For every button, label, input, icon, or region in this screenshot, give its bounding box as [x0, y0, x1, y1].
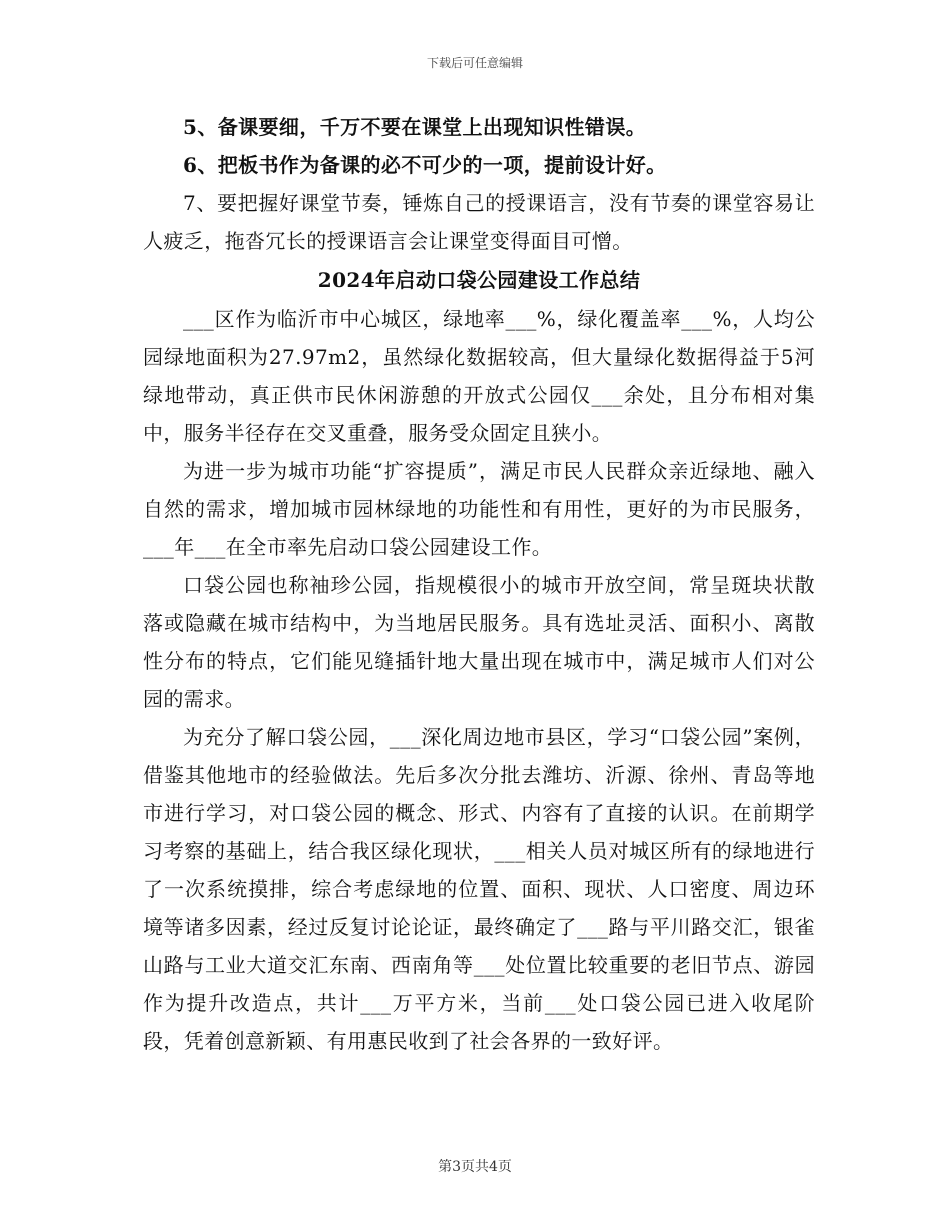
tip-item-6: 6、把板书作为备课的必不可少的一项，提前设计好。: [183, 153, 667, 177]
tip-item-5: 5、备课要细，千万不要在课堂上出现知识性错误。: [183, 115, 647, 139]
tip-item-7: 7、要把握好课堂节奏，锤炼自己的授课语言，没有节奏的课堂容易让人疲乏，拖沓冗长的授课语言会让课堂变得面目可憎。: [143, 191, 815, 253]
paragraph-4: 为充分了解口袋公园，___深化周边地市县区，学习“口袋公园”案例，借鉴其他地市的经验做法。先后多次分批去潍坊、沂源、徐州、青岛等地市进行学习，对口袋公园的概念、形式、内容有了直接的认识。在前期学习考察的基础上，结合我区绿化现状，___相关人员对城区所有的绿地进行了一次系统摸排，综合考虑绿地的位置、面积、现状、人口密度、周边环境等诸多因素，经过反复讨论论证，最终确定了___路与平川路交汇，银雀山路与工业大道交汇东南、西南角等___处位置比较重要的老旧节点、游园作为提升改造点，共计___万平方米，当前___处口袋公园已进入收尾阶段，凭着创意新颖、有用惠民收到了社会各界的一致好评。: [143, 725, 815, 1053]
paragraph-3: 口袋公园也称袖珍公园，指规模很小的城市开放空间，常呈斑块状散落或隐藏在城市结构中，为当地居民服务。具有选址灵活、面积小、离散性分布的特点，它们能见缝插针地大量出现在城市中，满足城市人们对公园的需求。: [143, 573, 815, 711]
section-title: 2024年启动口袋公园建设工作总结: [317, 268, 641, 292]
paragraph-1: ___区作为临沂市中心城区，绿地率___%，绿化覆盖率___%，人均公园绿地面积为27.97m2，虽然绿化数据较高，但大量绿化数据得益于5河绿地带动，真正供市民休闲游憩的开放式公园仅___余处，且分布相对集中，服务半径存在交叉重叠，服务受众固定且狭小。: [143, 307, 815, 445]
header-note: 下载后可任意编辑: [426, 56, 523, 70]
page-number: 第3页共4页: [438, 1159, 512, 1175]
paragraph-2: 为进一步为城市功能“扩容提质”，满足市民人民群众亲近绿地、融入自然的需求，增加城市园林绿地的功能性和有用性，更好的为市民服务，___年___在全市率先启动口袋公园建设工作。: [143, 459, 815, 559]
document-body: [143, 108, 815, 1060]
